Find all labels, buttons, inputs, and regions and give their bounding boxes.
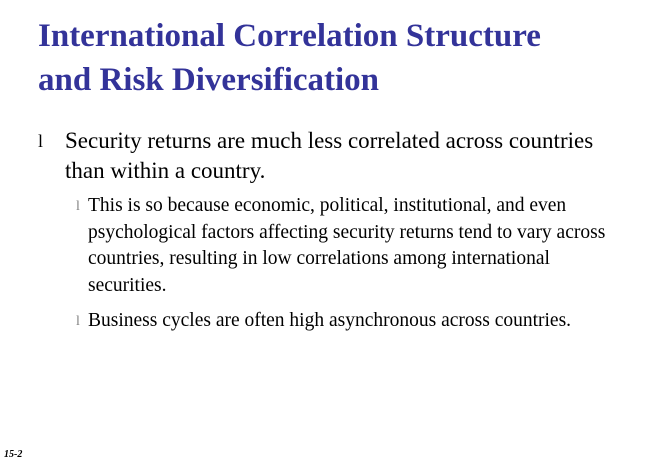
sub-bullet-1-text-inner: This is so because economic, political, institutional, and even psychological factors affecting security returns tend to vary across countries, resulting in low correlations among international securities. — [88, 195, 606, 296]
sub-bullet-1-marker-icon: l — [76, 199, 80, 214]
sub-bullet-1-text — [88, 193, 613, 299]
sub-bullet-2-text: Business cycles are often high asynchronous across countries. — [88, 310, 572, 331]
slide-number: 15-2 — [4, 449, 23, 460]
sub-bullet-2-marker-icon: l — [76, 314, 80, 329]
bullet-text: Security returns are much less correlated across countries than within a country. — [65, 128, 594, 183]
slide-title-line-1: International Correlation Structure — [38, 18, 541, 54]
slide-title-line-2: and Risk Diversification — [38, 62, 380, 98]
bullet-marker-icon: l — [38, 131, 44, 151]
slide-title — [38, 14, 638, 102]
